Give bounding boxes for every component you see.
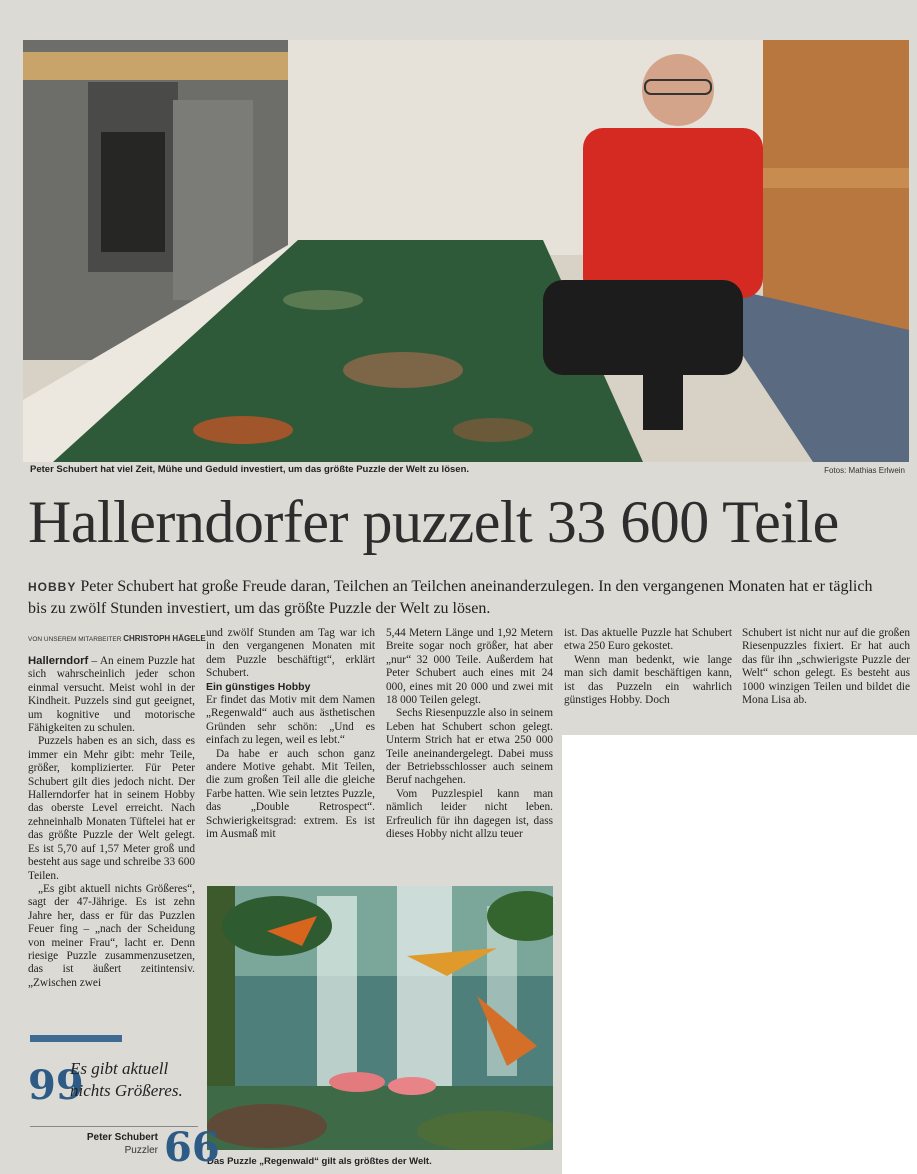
- puzzle-photo: [207, 886, 553, 1150]
- article-paragraph: Puzzels haben es an sich, dass es immer ein Mehr gibt: mehr Teile, größer, komplizierter. Für Peter Schubert gilt dies jedoch nicht. Der Hallerndorfer hat in seinem Hobby das oberste Level erreicht. Nach zehneinhalb Monaten Tüftelei hat er das größte Puzzle der Welt gelegt. Es ist 5,70 auf 1,57 Meter groß und besteht aus sage und schreibe 33 600 Teilen.: [28, 735, 195, 882]
- article-paragraph: Schubert ist nicht nur auf die großen Riesenpuzzles fixiert. Er hat auch das für ihn „schwierigste Puzzle der Welt“ schon gelegt. Es besteht aus 1000 winzigen Teilen und bildet die Mona Lisa ab.: [742, 627, 910, 707]
- article-paragraph: Hallerndorf – An einem Puzzle hat sich wahrscheinlich jeder schon einmal versucht. Meist wohl in der Kindheit. Puzzels sind gut geeignet, um kognitive und motorische Fähigkeiten zu schulen.: [28, 655, 195, 735]
- rainforest-puzzle-image: [207, 886, 553, 1150]
- article-subheading: Ein günstiges Hobby: [206, 680, 311, 693]
- article-paragraph: „Es gibt aktuell nichts Größeres“, sagt der 47-Jährige. Es ist zehn Jahre her, dass er für das Puzzlen Feuer fing – „nach der Scheidung von meiner Frau“, lacht er. Denn riesige Puzzle zusammenzusetzen, das ist äußert zeitintensiv. „Zwischen zwei: [28, 882, 195, 989]
- article-paragraph: Er findet das Motiv mit dem Namen „Regenwald“ auch aus ästhetischen Gründen sehr schön: „Und es einfach zu legen, weil es lebt.“: [206, 694, 375, 747]
- article-paragraph: Da habe er auch schon ganz andere Motive gehabt. Mit Teilen, die zum großen Teil alle die gleiche Farbe hatten. Wie sein letztes Puzzle, das „Double Retrospect“. Schwierigkeitsgrad: extrem. Es ist im Ausmaß mit: [206, 747, 375, 841]
- article-column-3: [386, 627, 553, 842]
- quote-attribution-name: Peter Schubert: [86, 1132, 158, 1143]
- byline-prefix: VON UNSEREM MITARBEITER: [28, 636, 122, 643]
- article-paragraph: Vom Puzzlespiel kann man nämlich leider nicht leben. Erfreulich für ihn dagegen ist, dass dieses Hobby nicht allzu teuer: [386, 787, 553, 841]
- lead-text: Peter Schubert hat große Freude daran, Teilchen an Teilchen aneinanderzulegen. In den vergangenen Monaten hat er täglich bis zu zwölf Stunden investiert, um das größte Puzzle der Welt zu lösen.: [28, 578, 873, 617]
- quote-attribution-role: Puzzler: [124, 1145, 158, 1156]
- article-column-2: [206, 627, 375, 842]
- article-column-4: [564, 627, 732, 707]
- quote-open-mark: 99: [28, 1062, 84, 1109]
- main-photo: [23, 40, 909, 462]
- quote-close-mark: 66: [164, 1124, 220, 1171]
- lead-paragraph: [28, 576, 888, 619]
- article-paragraph: und zwölf Stunden am Tag war ich in den vergangenen Monaten mit dem Puzzle beschäftigt“, erklärt Schubert.: [206, 627, 375, 680]
- article-column-5: [742, 627, 910, 707]
- photo-credit: Fotos: Mathias Erlwein: [824, 466, 905, 475]
- dateline: Hallerndorf: [28, 655, 89, 667]
- article-paragraph: Sechs Riesenpuzzle also in seinem Leben hat Schubert schon gelegt. Unterm Strich hat er etwa 250 000 Teile aneinandergelegt. Dabei muss der Betriebsschlosser auch seinem Beruf nachgehen.: [386, 707, 553, 787]
- puzzle-photo-caption: Das Puzzle „Regenwald“ gilt als größtes der Welt.: [207, 1156, 432, 1167]
- byline-author: CHRISTOPH HÄGELE: [123, 634, 206, 643]
- kitchen-floor-puzzle-image: [23, 40, 909, 462]
- article-paragraph: 5,44 Metern Länge und 1,92 Metern Breite sogar noch größer, hat aber „nur“ 32 000 Teile. Außerdem hat Peter Schubert auch eines mit 24 000, eines mit 20 000 und zwei mit 18 000 Teilen gelegt.: [386, 627, 553, 707]
- headline: Hallerndorfer puzzelt 33 600 Teile: [28, 489, 839, 555]
- main-photo-caption: Peter Schubert hat viel Zeit, Mühe und Geduld investiert, um das größte Puzzle der Welt zu lösen.: [30, 464, 470, 475]
- article-column-1: [28, 655, 195, 990]
- byline: [28, 634, 206, 643]
- article-paragraph: ist. Das aktuelle Puzzle hat Schubert etwa 250 Euro gekostet.: [564, 627, 732, 653]
- lead-kicker: HOBBY: [28, 580, 77, 594]
- article-paragraph: Wenn man bedenkt, wie lange man sich damit beschäftigen kann, ist das Puzzeln ein wahrlich günstiges Hobby. Doch: [564, 653, 732, 707]
- quote-accent-bar: [30, 1035, 122, 1042]
- pull-quote: Es gibt aktuell nichts Größeres.: [70, 1059, 183, 1100]
